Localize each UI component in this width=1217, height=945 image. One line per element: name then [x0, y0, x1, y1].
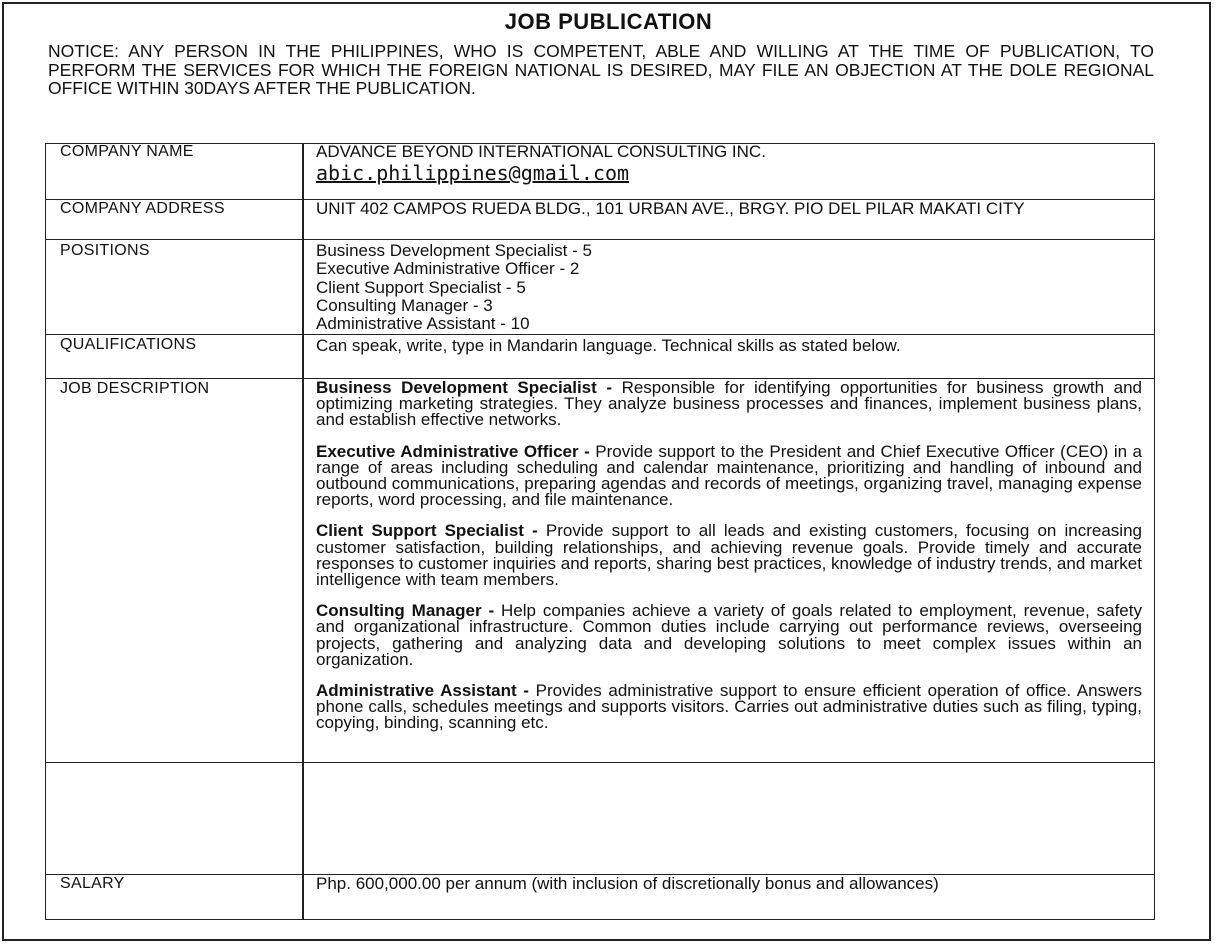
row-divider	[45, 239, 1155, 240]
job-text: Responsible for identifying opportunities for business growth and optimizing marketing strategies. They analyze business processes and finances, implement business plans, and establish effective networks.	[316, 378, 1142, 430]
row-divider	[45, 334, 1155, 335]
job-description-list	[316, 380, 1142, 747]
notice-text: NOTICE: ANY PERSON IN THE PHILIPPINES, WHO IS COMPETENT, ABLE AND WILLING AT THE TIME OF PUBLICATION, TO PERFORM THE SERVICES FOR WHICH THE FOREIGN NATIONAL IS DESIRED, MAY FILE AN OBJECTION AT THE DOLE REGIONAL OFFICE WITHIN 30DAYS AFTER THE PUBLICATION.	[48, 41, 1154, 98]
job-title: Executive Administrative Officer -	[316, 441, 590, 461]
position-item: Executive Administrative Officer - 2	[316, 259, 580, 279]
job-description-item	[316, 380, 1142, 429]
page-title: JOB PUBLICATION	[504, 9, 713, 34]
salary-label: SALARY	[60, 875, 125, 892]
row-divider	[45, 762, 1155, 763]
job-text: Help companies achieve a variety of goals related to employment, revenue, safety and organizational infrastructure. Common duties include carrying out performance reviews, overseeing projects, gathering and analyzing data and developing solutions to meet complex issues within an organization.	[316, 601, 1142, 669]
job-description-label: JOB DESCRIPTION	[60, 380, 210, 397]
job-title: Consulting Manager -	[316, 601, 495, 621]
qualifications-value: Can speak, write, type in Mandarin language. Technical skills as stated below.	[316, 336, 901, 355]
job-text: Provides administrative support to ensure efficient operation of office. Answers phone calls, schedules meetings and supports visitors. Carries out administrative duties such as filing, typing, copying, binding, scanning etc.	[316, 681, 1142, 733]
table-column-divider	[302, 143, 304, 920]
company-name-cell	[316, 143, 1142, 184]
company-address-label: COMPANY ADDRESS	[60, 200, 225, 217]
qualifications-label: QUALIFICATIONS	[60, 336, 197, 353]
job-title: Client Support Specialist -	[316, 521, 538, 541]
company-name-label: COMPANY NAME	[60, 143, 194, 160]
position-item: Administrative Assistant - 10	[316, 314, 530, 334]
company-email-link[interactable]: abic.philippines@gmail.com	[316, 161, 630, 186]
salary-value: Php. 600,000.00 per annum (with inclusion of discretionally bonus and allowances)	[316, 874, 939, 893]
job-text: Provide support to all leads and existing customers, focusing on increasing customer satisfaction, building relationships, and achieving revenue goals. Provide timely and accurate responses to customer inquiries and reports, sharing best practices, knowledge of industry trends, and market intelligence with team members.	[316, 521, 1142, 590]
job-description-item	[316, 523, 1142, 588]
job-title: Business Development Specialist -	[316, 378, 613, 397]
position-item: Client Support Specialist - 5	[316, 277, 526, 297]
job-description-item	[316, 683, 1142, 732]
positions-list	[316, 242, 1142, 333]
positions-label: POSITIONS	[60, 242, 150, 259]
company-address-value: UNIT 402 CAMPOS RUEDA BLDG., 101 URBAN AVE., BRGY. PIO DEL PILAR MAKATI CITY	[316, 199, 1025, 218]
position-item: Business Development Specialist - 5	[316, 241, 592, 260]
job-text: Provide support to the President and Chief Executive Officer (CEO) in a range of areas including scheduling and calendar maintenance, prioritizing and handling of inbound and outbound communications, preparing agendas and records of meetings, organizing travel, managing expense reports, word processing, and file maintenance.	[316, 441, 1142, 510]
job-title: Administrative Assistant -	[316, 681, 529, 701]
company-name-value: ADVANCE BEYOND INTERNATIONAL CONSULTING INC.	[316, 142, 766, 161]
position-item: Consulting Manager - 3	[316, 295, 493, 315]
job-description-item	[316, 441, 1142, 510]
job-description-item	[316, 603, 1142, 668]
